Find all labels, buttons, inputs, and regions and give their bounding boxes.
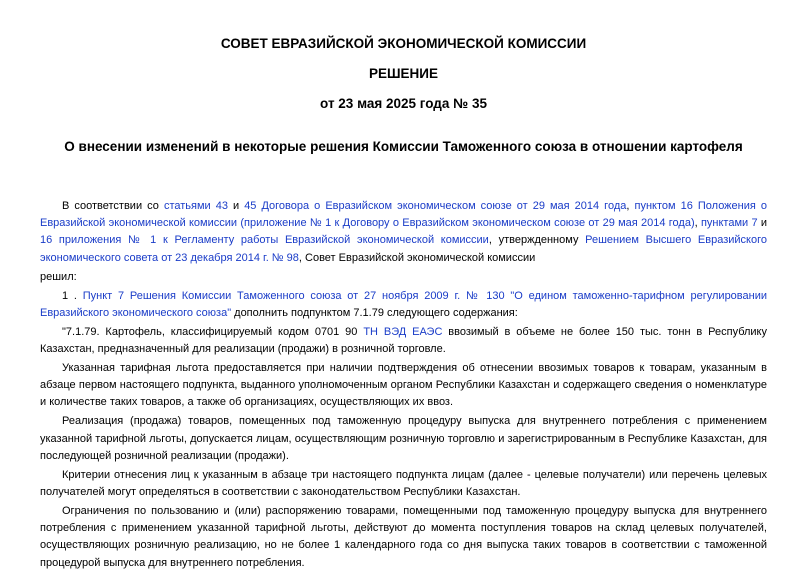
organization-heading: СОВЕТ ЕВРАЗИЙСКОЙ ЭКОНОМИЧЕСКОЙ КОМИССИИ [220,36,587,51]
link-commission-regulation-p16[interactable]: пунктом 16 Положения о Евразийской экономической комиссии (приложение № 1 к Договору о Евразийском экономическом союзе от 29 мая 2014 года) [40,200,768,230]
document-type-heading: РЕШЕНИЕ [368,66,439,81]
link-decision-130[interactable]: Пункт 7 Решения Комиссии Таможенного союза от 27 ноября 2009 г. № 130 "О едином таможенно-тарифном регулировании Евразийского экономического союза" [40,289,767,319]
link-points-7[interactable]: пунктами 7 [700,217,758,230]
resolved-line: решил: [40,270,77,283]
item-1-paragraph: 1 . Пункт 7 Решения Комиссии Таможенного союза от 27 ноября 2009 г. № 130 "О едином таможенно-тарифном регулировании Евразийского экономического союза" дополнить подпунктом 7.1.79 следующего содержания: [40,289,767,319]
link-rules-annex-16[interactable]: 16 приложения № 1 к Регламенту работы Евразийской экономической комиссии [40,234,489,247]
link-treaty-article-45[interactable]: 45 Договора о Евразийском экономическом союзе от 29 мая 2014 года [244,200,627,212]
document-title: О внесении изменений в некоторые решения Комиссии Таможенного союза в отношении картофеля [64,139,743,154]
subpoint-7-1-79-paragraph: "7.1.79. Картофель, классифицируемый кодом 0701 90 ТН ВЭД ЕАЭС ввозимый в объеме не более 150 тыс. тонн в Республику Казахстан, предназначенный для реализации (продажи) в розничной торговле. [40,325,767,356]
paragraph-restrictions: Ограничения по пользованию и (или) распоряжению товарами, помещенными под таможенную процедуру выпуска для внутреннего потребления с применением указанной тарифной льготы, действуют до момента поступления товаров на склад целевых получателей, осуществляющих розничную реализацию, но не более 1 календарного года со дня выпуска таких товаров в соответствии с таможенной процедурой выпуска для внутреннего потребления. [40,505,767,569]
link-supreme-council-decision-98[interactable]: Решением Высшего Евразийского экономического совета от 23 декабря 2014 г. № 98 [40,234,767,264]
paragraph-confirmation: Указанная тарифная льгота предоставляется при наличии подтверждения об отнесении ввозимых товаров к товарам, указанным в абзаце первом настоящего подпункта, выданного уполномоченным органом Республики Казахстан и содержащего сведения о номенклатуре и количестве таких товаров, а также об организациях, осуществляющих их ввоз. [40,362,767,409]
date-number-heading: от 23 мая 2025 года № 35 [320,96,487,111]
document-body [40,198,767,574]
paragraph-sale: Реализация (продажа) товаров, помещенных под таможенную процедуру выпуска для внутреннего потребления с применением указанной тарифной льготы, допускается лицам, осуществляющим розничную торговлю и зарегистрированным в Республике Казахстан, для последующей розничной реализации (продажи). [40,415,767,462]
preamble-paragraph: В соответствии со статьями 43 и 45 Договора о Евразийском экономическом союзе от 29 мая 2014 года, пунктом 16 Положения о Евразийской экономической комиссии (приложение № 1 к Договору о Евразийском экономическом союзе от 29 мая 2014 года), пунктами 7 и 16 приложения № 1 к Регламенту работы Евразийской экономической комиссии, утвержденному Решением Высшего Евразийского экономического совета от 23 декабря 2014 г. № 98, Совет Евразийской экономической комиссии [40,200,768,264]
link-tn-ved-eaeu[interactable]: ТН ВЭД ЕАЭС [363,325,443,338]
paragraph-criteria: Критерии отнесения лиц к указанным в абзаце три настоящего подпункта лицам (далее - целевые получатели) или перечень целевых получателей могут определяться в соответствии с законодательством Республики Казахстан. [40,468,767,499]
link-articles-43[interactable]: статьями 43 [163,200,228,212]
